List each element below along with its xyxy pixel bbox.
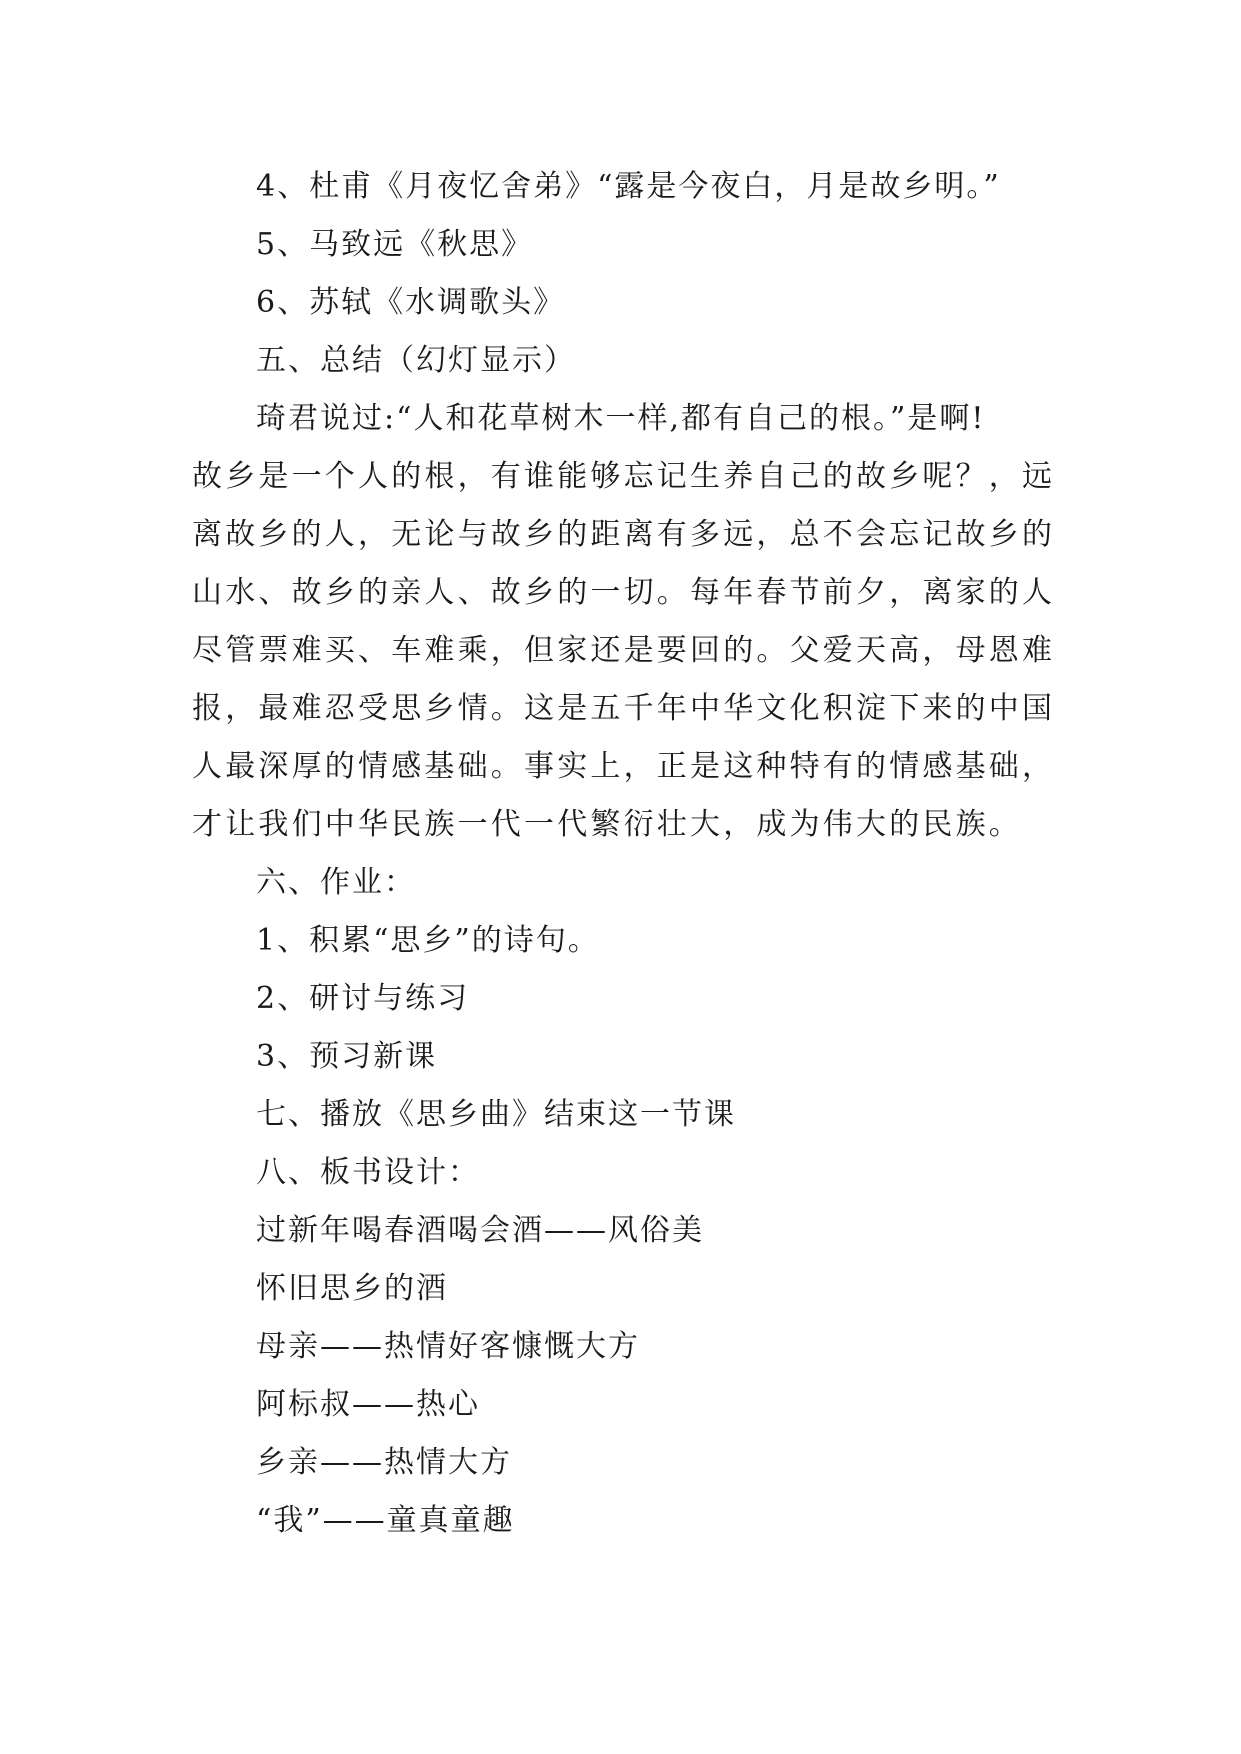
homework-item-1: 1、积累“思乡”的诗句。 bbox=[256, 923, 600, 958]
section-heading-summary: 五、总结（幻灯显示） bbox=[256, 343, 576, 378]
paragraph-line: 尽管票难买、车难乘，但家还是要回的。父爱天高，母恩难 bbox=[192, 633, 1056, 668]
paragraph-line: 琦君说过:“人和花草树木一样,都有自己的根。”是啊! bbox=[256, 401, 986, 436]
blackboard-line: 怀旧思乡的酒 bbox=[256, 1271, 448, 1306]
paragraph-line: 人最深厚的情感基础。事实上，正是这种特有的情感基础， bbox=[192, 749, 1056, 784]
paragraph-line: 故乡是一个人的根，有谁能够忘记生养自己的故乡呢？，远 bbox=[192, 459, 1056, 494]
blackboard-line: 阿标叔——热心 bbox=[256, 1387, 480, 1422]
paragraph-line: 报，最难忍受思乡情。这是五千年中华文化积淀下来的中国 bbox=[192, 691, 1056, 726]
homework-item-2: 2、研讨与练习 bbox=[256, 981, 470, 1016]
paragraph-line: 离故乡的人，无论与故乡的距离有多远，总不会忘记故乡的 bbox=[192, 517, 1056, 552]
poem-item-6: 6、苏轼《水调歌头》 bbox=[256, 285, 566, 320]
section-heading-blackboard: 八、板书设计： bbox=[256, 1155, 480, 1190]
poem-item-4: 4、杜甫《月夜忆舍弟》“露是今夜白，月是故乡明。” bbox=[256, 169, 1001, 204]
homework-item-3: 3、预习新课 bbox=[256, 1039, 438, 1074]
blackboard-line: “我”——童真童趣 bbox=[256, 1503, 515, 1538]
section-heading-closing: 七、播放《思乡曲》结束这一节课 bbox=[256, 1097, 736, 1132]
section-heading-homework: 六、作业： bbox=[256, 865, 416, 900]
blackboard-line: 母亲——热情好客慷慨大方 bbox=[256, 1329, 640, 1364]
paragraph-line: 才让我们中华民族一代一代繁衍壮大，成为伟大的民族。 bbox=[192, 807, 1022, 842]
blackboard-line: 乡亲——热情大方 bbox=[256, 1445, 512, 1480]
blackboard-line: 过新年喝春酒喝会酒——风俗美 bbox=[256, 1213, 704, 1248]
poem-item-5: 5、马致远《秋思》 bbox=[256, 227, 534, 262]
paragraph-line: 山水、故乡的亲人、故乡的一切。每年春节前夕，离家的人 bbox=[192, 575, 1056, 610]
